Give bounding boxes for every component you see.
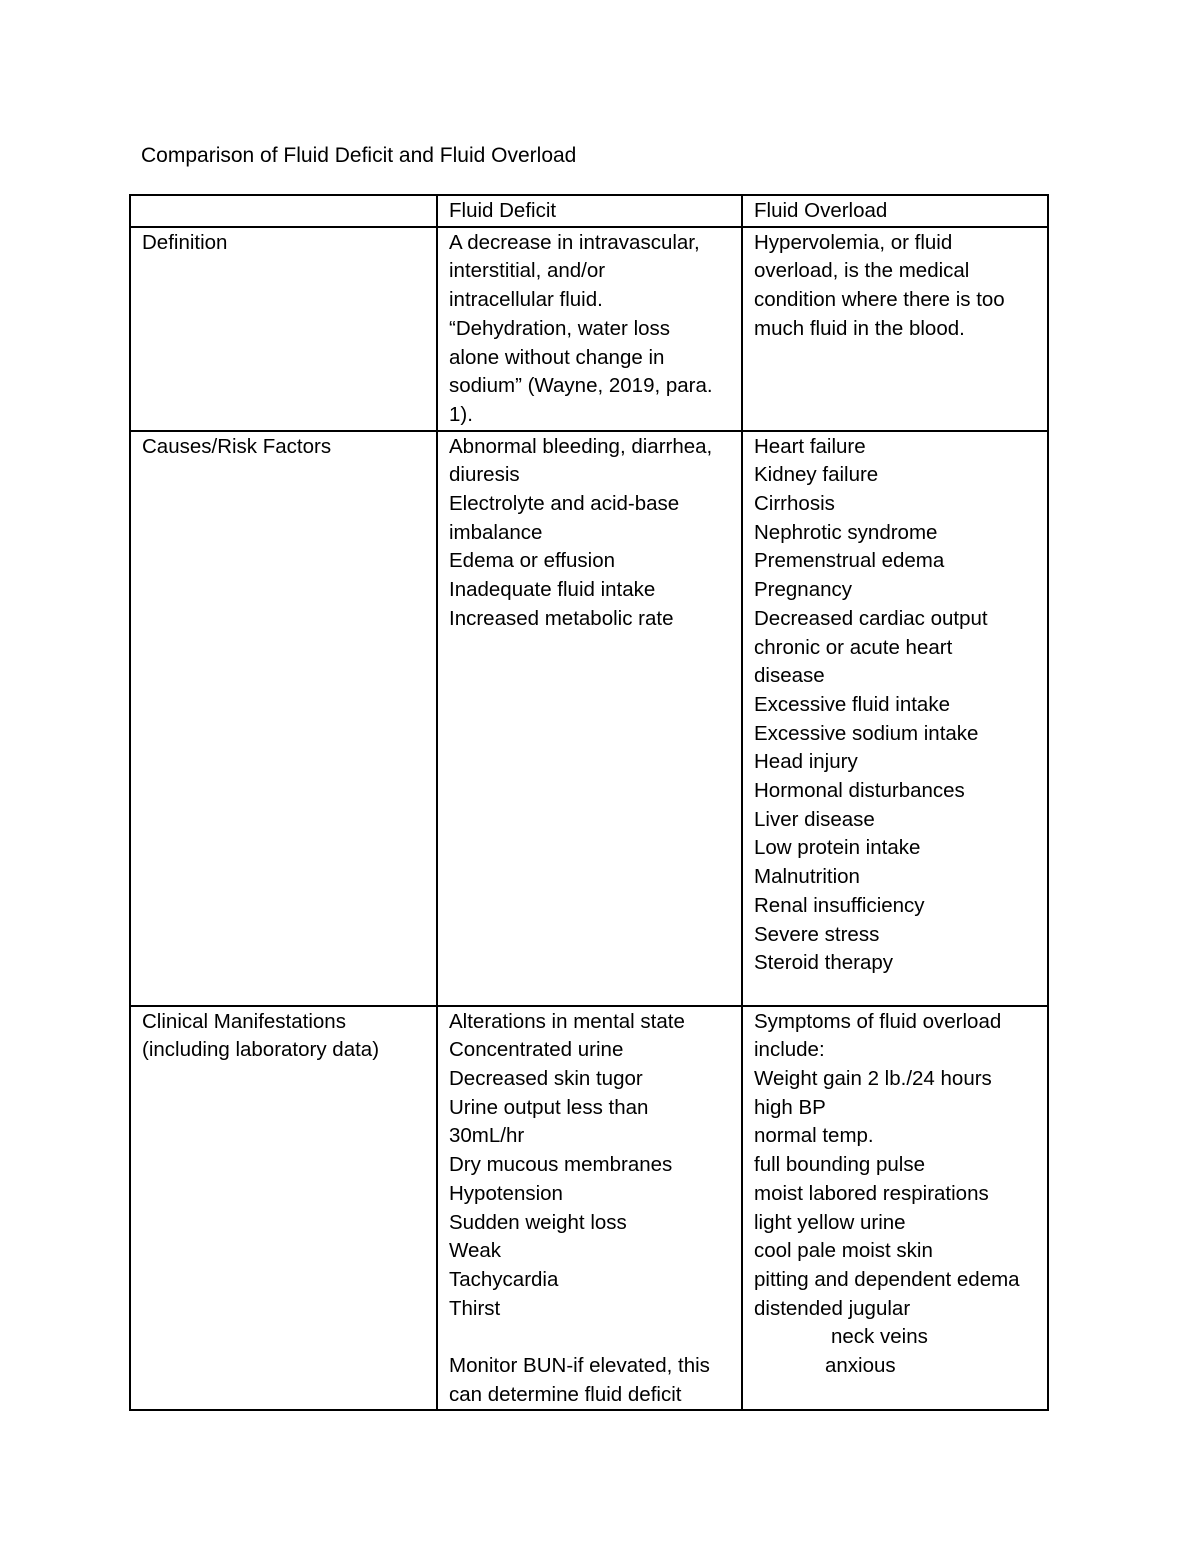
row-label-cell [130, 227, 437, 431]
cell-line-indented: neck veins [831, 1325, 928, 1349]
cell-line: disease [754, 664, 825, 688]
cell-line: can determine fluid deficit [449, 1382, 682, 1406]
cell-line: diuresis [449, 463, 520, 487]
cell-line: Hypervolemia, or fluid [754, 230, 953, 254]
fluid-overload-cell [742, 227, 1048, 431]
table-row-clinical-manifestations [130, 1006, 1048, 1411]
cell-line: A decrease in intravascular, [449, 230, 700, 254]
cell-line: Sudden weight loss [449, 1210, 627, 1234]
cell-line: chronic or acute heart [754, 635, 953, 659]
cell-line: alone without change in [449, 345, 665, 369]
header-cell-fluid-deficit: Fluid Deficit [437, 195, 742, 227]
cell-line: Premenstrual edema [754, 549, 945, 573]
cell-line: Excessive fluid intake [754, 692, 950, 716]
fluid-overload-cell [742, 1006, 1048, 1411]
row-label-cell [130, 1006, 437, 1411]
fluid-deficit-cell [437, 227, 742, 431]
cell-line: Nephrotic syndrome [754, 520, 938, 544]
cell-line-indented: anxious [825, 1354, 896, 1378]
fluid-deficit-cell [437, 1006, 742, 1411]
cell-line: Heart failure [754, 434, 866, 458]
cell-line: cool pale moist skin [754, 1239, 933, 1263]
cell-line: Pregnancy [754, 578, 853, 602]
row-label: Causes/Risk Factors [142, 434, 332, 458]
cell-line: 30mL/hr [449, 1124, 525, 1148]
cell-line: Liver disease [754, 807, 875, 831]
row-label: Definition [142, 230, 228, 254]
cell-line: Renal insufficiency [754, 893, 925, 917]
cell-line: condition where there is too [754, 288, 1005, 312]
cell-line: Increased metabolic rate [449, 606, 674, 630]
cell-line: Steroid therapy [754, 951, 894, 975]
comparison-table [129, 194, 1049, 1411]
cell-line: Cirrhosis [754, 492, 835, 516]
cell-line: “Dehydration, water loss [449, 316, 671, 340]
cell-line: interstitial, and/or [449, 259, 606, 283]
table-row-definition [130, 227, 1048, 431]
cell-line: Head injury [754, 750, 858, 774]
header-cell-fluid-overload: Fluid Overload [742, 195, 1048, 227]
cell-line: Weight gain 2 lb./24 hours [754, 1067, 992, 1091]
row-label-cell [130, 431, 437, 1006]
cell-line: Hormonal disturbances [754, 779, 965, 803]
row-label: Clinical Manifestations [142, 1009, 346, 1033]
cell-line: Alterations in mental state [449, 1009, 685, 1033]
document-title: Comparison of Fluid Deficit and Fluid Overload [141, 144, 577, 167]
fluid-overload-cell [742, 431, 1048, 1006]
table-row-causes-risk-factors [130, 431, 1048, 1006]
cell-line: Excessive sodium intake [754, 721, 979, 745]
header-cell-empty [130, 195, 437, 227]
cell-line: overload, is the medical [754, 259, 970, 283]
blank-line [449, 1323, 731, 1352]
cell-line: Concentrated urine [449, 1038, 624, 1062]
cell-line: Thirst [449, 1296, 501, 1320]
cell-line: Malnutrition [754, 865, 860, 889]
cell-line: include: [754, 1038, 825, 1062]
cell-line: Inadequate fluid intake [449, 578, 656, 602]
cell-line: Edema or effusion [449, 549, 616, 573]
cell-line: Low protein intake [754, 836, 921, 860]
cell-line: imbalance [449, 520, 543, 544]
row-label: (including laboratory data) [142, 1038, 380, 1062]
cell-line: Electrolyte and acid-base [449, 492, 680, 516]
cell-line: Symptoms of fluid overload [754, 1009, 1002, 1033]
cell-line: sodium” (Wayne, 2019, para. [449, 374, 713, 398]
cell-line: Decreased cardiac output [754, 606, 988, 630]
cell-line: distended jugular [754, 1296, 911, 1320]
cell-line: Weak [449, 1239, 502, 1263]
cell-line: intracellular fluid. [449, 288, 603, 312]
cell-line: normal temp. [754, 1124, 874, 1148]
cell-line: 1). [449, 402, 473, 426]
cell-line: Decreased skin tugor [449, 1067, 643, 1091]
cell-line: Urine output less than [449, 1095, 649, 1119]
cell-line: pitting and dependent edema [754, 1267, 1020, 1291]
cell-line: Dry mucous membranes [449, 1153, 673, 1177]
cell-line: light yellow urine [754, 1210, 906, 1234]
cell-line: high BP [754, 1095, 826, 1119]
cell-line: Abnormal bleeding, diarrhea, [449, 434, 713, 458]
cell-line: Monitor BUN-if elevated, this [449, 1354, 710, 1378]
cell-line: Tachycardia [449, 1267, 559, 1291]
fluid-deficit-cell [437, 431, 742, 1006]
cell-line: Hypotension [449, 1181, 563, 1205]
table-header-row [130, 195, 1048, 227]
cell-line: Severe stress [754, 922, 880, 946]
cell-line: Kidney failure [754, 463, 879, 487]
cell-line: much fluid in the blood. [754, 316, 965, 340]
cell-line: full bounding pulse [754, 1153, 925, 1177]
cell-line: moist labored respirations [754, 1181, 989, 1205]
